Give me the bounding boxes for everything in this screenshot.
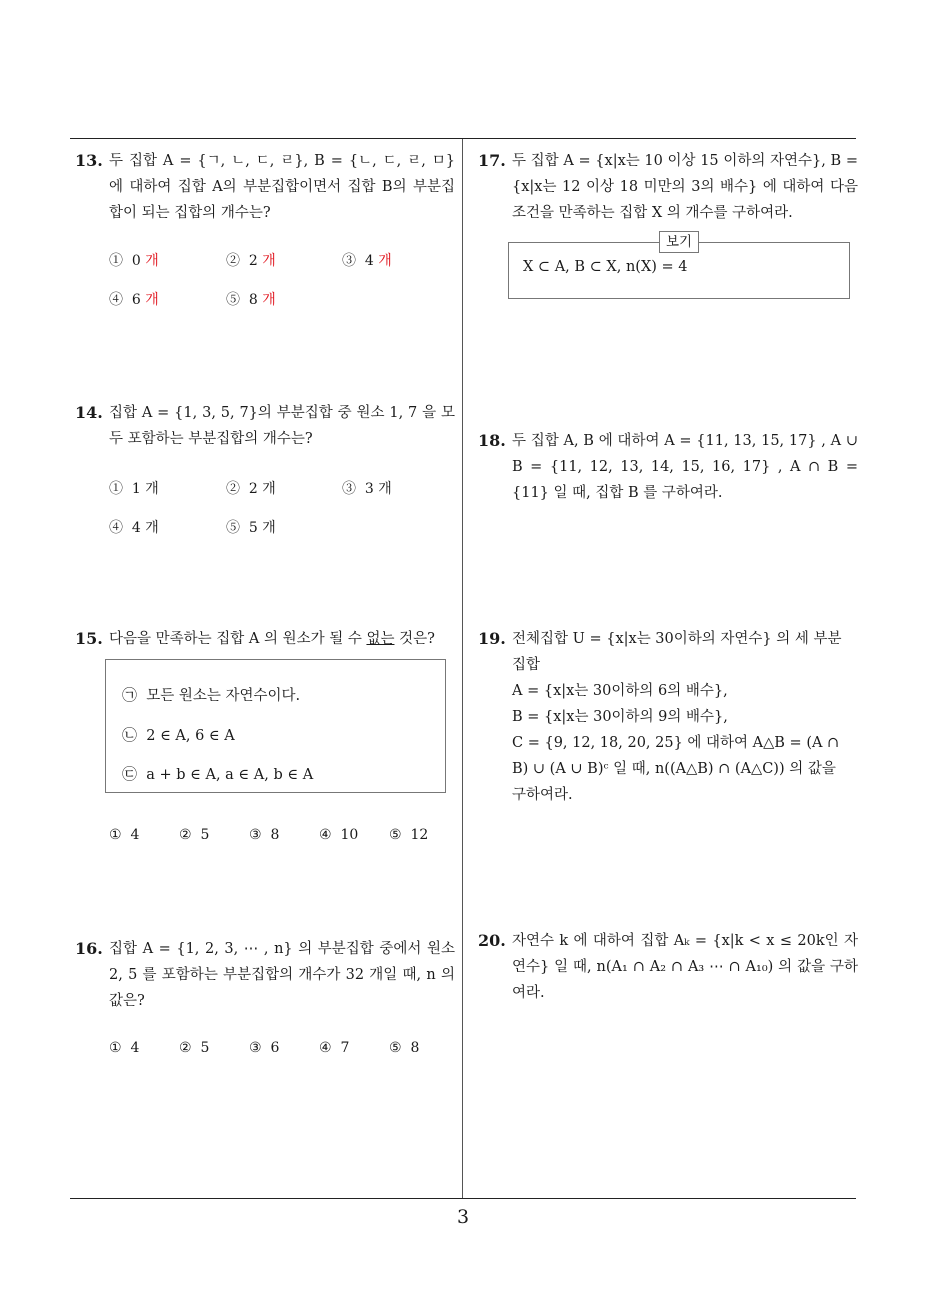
example-box-title: 보기 [659, 231, 699, 253]
choice-1[interactable]: ① 1 개 [109, 481, 159, 497]
choice-1[interactable]: ① 4 [109, 827, 140, 843]
question-text: 집합 A = {1, 3, 5, 7}의 부분집합 중 원소 1, 7 을 모두 포함하는 부분집합의 개수는? [109, 405, 455, 447]
choice-5[interactable]: ⑤ 8 [389, 1040, 420, 1056]
question-number: 18. [478, 431, 506, 450]
question-text: 두 집합 A = {x|x는 10 이상 15 이하의 자연수}, B = {x|x는 12 이상 18 미만의 3의 배수} 에 대하여 다음 조건을 만족하는 집합 X 의 개수를 구하여라. [512, 153, 858, 221]
choice-5[interactable]: ⑤ 8 개 [226, 292, 276, 308]
choice-3[interactable]: ③ 4 개 [342, 253, 392, 269]
choice-2[interactable]: ② 5 [179, 1040, 210, 1056]
question-15 [75, 626, 455, 652]
question-20 [478, 928, 858, 1006]
question-text: 다음을 만족하는 집합 A 의 원소가 될 수 없는 것은? [109, 631, 435, 647]
choice-4[interactable]: ④ 4 개 [109, 520, 159, 536]
choice-3[interactable]: ③ 3 개 [342, 481, 392, 497]
question-19 [478, 626, 858, 808]
question-text: 자연수 k 에 대하여 집합 Aₖ = {x|k < x ≤ 20k인 자연수} 일 때, n(A₁ ∩ A₂ ∩ A₃ ⋯ ∩ A₁₀) 의 값을 구하여라. [512, 933, 858, 1001]
choice-1[interactable]: ① 0 개 [109, 253, 159, 269]
example-box [508, 234, 850, 299]
choice-2[interactable]: ② 2 개 [226, 481, 276, 497]
page-number: 3 [456, 1206, 470, 1228]
choice-4[interactable]: ④ 10 [319, 827, 359, 843]
question-number: 13. [75, 151, 103, 170]
choice-2[interactable]: ② 2 개 [226, 253, 276, 269]
choice-4[interactable]: ④ 7 [319, 1040, 350, 1056]
condition-box [105, 659, 446, 793]
choice-3[interactable]: ③ 6 [249, 1040, 280, 1056]
question-number: 15. [75, 629, 103, 648]
question-17 [478, 148, 858, 226]
question-text: 집합 A = {1, 2, 3, ⋯ , n} 의 부분집합 중에서 원소 2, 5 를 포함하는 부분집합의 개수가 32 개일 때, n 의 값은? [109, 941, 455, 1009]
question-18 [478, 428, 858, 506]
question-14 [75, 400, 455, 452]
question-number: 16. [75, 939, 103, 958]
question-text: 두 집합 A, B 에 대하여 A = {11, 13, 15, 17} , A ∪ B = {11, 12, 13, 14, 15, 16, 17} , A ∩ B = {11} 일 때, 집합 B 를 구하여라. [512, 433, 858, 501]
footer-rule [70, 1198, 856, 1199]
question-text: 두 집합 A = {ㄱ, ㄴ, ㄷ, ㄹ}, B = {ㄴ, ㄷ, ㄹ, ㅁ} 에 대하여 집합 A의 부분집합이면서 집합 B의 부분집합이 되는 집합의 개수는? [109, 153, 455, 221]
question-13 [75, 148, 455, 226]
choice-5[interactable]: ⑤ 5 개 [226, 520, 276, 536]
header-rule [70, 138, 856, 139]
question-number: 14. [75, 403, 103, 422]
choice-2[interactable]: ② 5 [179, 827, 210, 843]
choice-3[interactable]: ③ 8 [249, 827, 280, 843]
question-number: 20. [478, 931, 506, 950]
question-number: 17. [478, 151, 506, 170]
choice-5[interactable]: ⑤ 12 [389, 827, 429, 843]
example-box-text: X ⊂ A, B ⊂ X, n(X) = 4 [523, 259, 688, 275]
question-number: 19. [478, 629, 506, 648]
choice-1[interactable]: ① 4 [109, 1040, 140, 1056]
question-text: 전체집합 U = {x|x는 30이하의 자연수} 의 세 부분 집합 A = {x|x는 30이하의 6의 배수}, B = {x|x는 30이하의 9의 배수}, C = {9, 12, 18, 20, 25} 에 대하여 A△B = (A ∩ B) ∪ (A ∪ B)ᶜ 일 때, n((A△B) ∩ (A△C)) 의 값을 구하여라. [512, 631, 842, 803]
condition-3: ㉢ a + b ∈ A, a ∈ A, b ∈ A [122, 765, 314, 783]
condition-2: ㉡ 2 ∈ A, 6 ∈ A [122, 726, 235, 744]
condition-1: ㉠ 모든 원소는 자연수이다. [122, 686, 301, 704]
question-16 [75, 936, 455, 1014]
column-divider [462, 139, 463, 1198]
choice-4[interactable]: ④ 6 개 [109, 292, 159, 308]
emphasis-underline: 없는 [366, 631, 395, 647]
